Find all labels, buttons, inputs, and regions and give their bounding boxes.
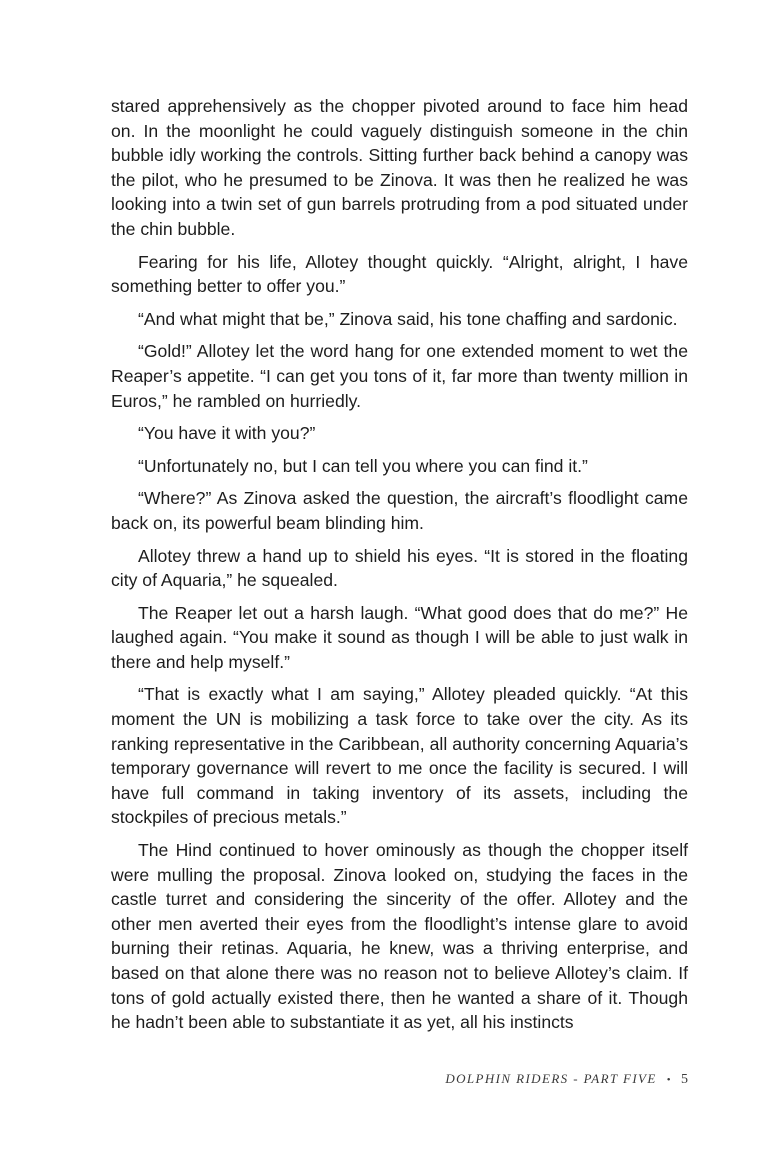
paragraph: “Unfortunately no, but I can tell you where you can find it.” [138,455,588,476]
body-text [111,94,688,1043]
footer-separator: • [666,1074,672,1086]
paragraph: The Hind continued to hover ominously as though the chopper itself were mulling the proposal. Zinova looked on, studying the faces in the castle turret and considering the sincerity of the offer. Allotey and the other men averted their eyes from the floodlight’s intense glare to avoid burning their retinas. Aquaria, he knew, was a thriving enterprise, and based on that alone there was no reason not to believe Allotey’s claim. If tons of gold actually existed there, then he wanted a share of it. Though he hadn’t been able to substantiate it as yet, all his instincts [111,840,688,1033]
paragraph: Allotey threw a hand up to shield his eyes. “It is stored in the floating city of Aquaria,” he squealed. [111,545,688,591]
paragraph: Fearing for his life, Allotey thought quickly. “Alright, alright, I have something better to offer you.” [111,251,688,297]
page-footer [445,1071,688,1088]
paragraph: “Gold!” Allotey let the word hang for one extended moment to wet the Reaper’s appetite. “I can get you tons of it, far more than twenty million in Euros,” he rambled on hurriedly. [111,341,688,411]
paragraph: The Reaper let out a harsh laugh. “What good does that do me?” He laughed again. “You make it sound as though I will be able to just walk in there and help myself.” [111,602,688,672]
running-title: DOLPHIN RIDERS - PART FIVE [445,1071,657,1086]
paragraph: “Where?” As Zinova asked the question, the aircraft’s floodlight came back on, its powerful beam blinding him. [111,488,688,533]
paragraph: “You have it with you?” [138,423,316,444]
paragraph: “And what might that be,” Zinova said, his tone chaffing and sardonic. [138,308,678,329]
page-number: 5 [681,1072,688,1087]
paragraph: “That is exactly what I am saying,” Allotey pleaded quickly. “At this moment the UN is mobilizing a task force to take over the city. As its ranking representative in the Caribbean, all authority concerning Aquaria’s temporary governance will revert to me once the facility is secured. I will have full command in taking inventory of its assets, including the stockpiles of precious metals.” [111,684,688,828]
paragraph: stared apprehensively as the chopper pivoted around to face him head on. In the moonlight he could vaguely distinguish someone in the chin bubble idly working the controls. Sitting further back behind a canopy was the pilot, who he presumed to be Zinova. It was then he realized he was looking into a twin set of gun barrels protruding from a pod situated under the chin bubble. [111,96,688,239]
